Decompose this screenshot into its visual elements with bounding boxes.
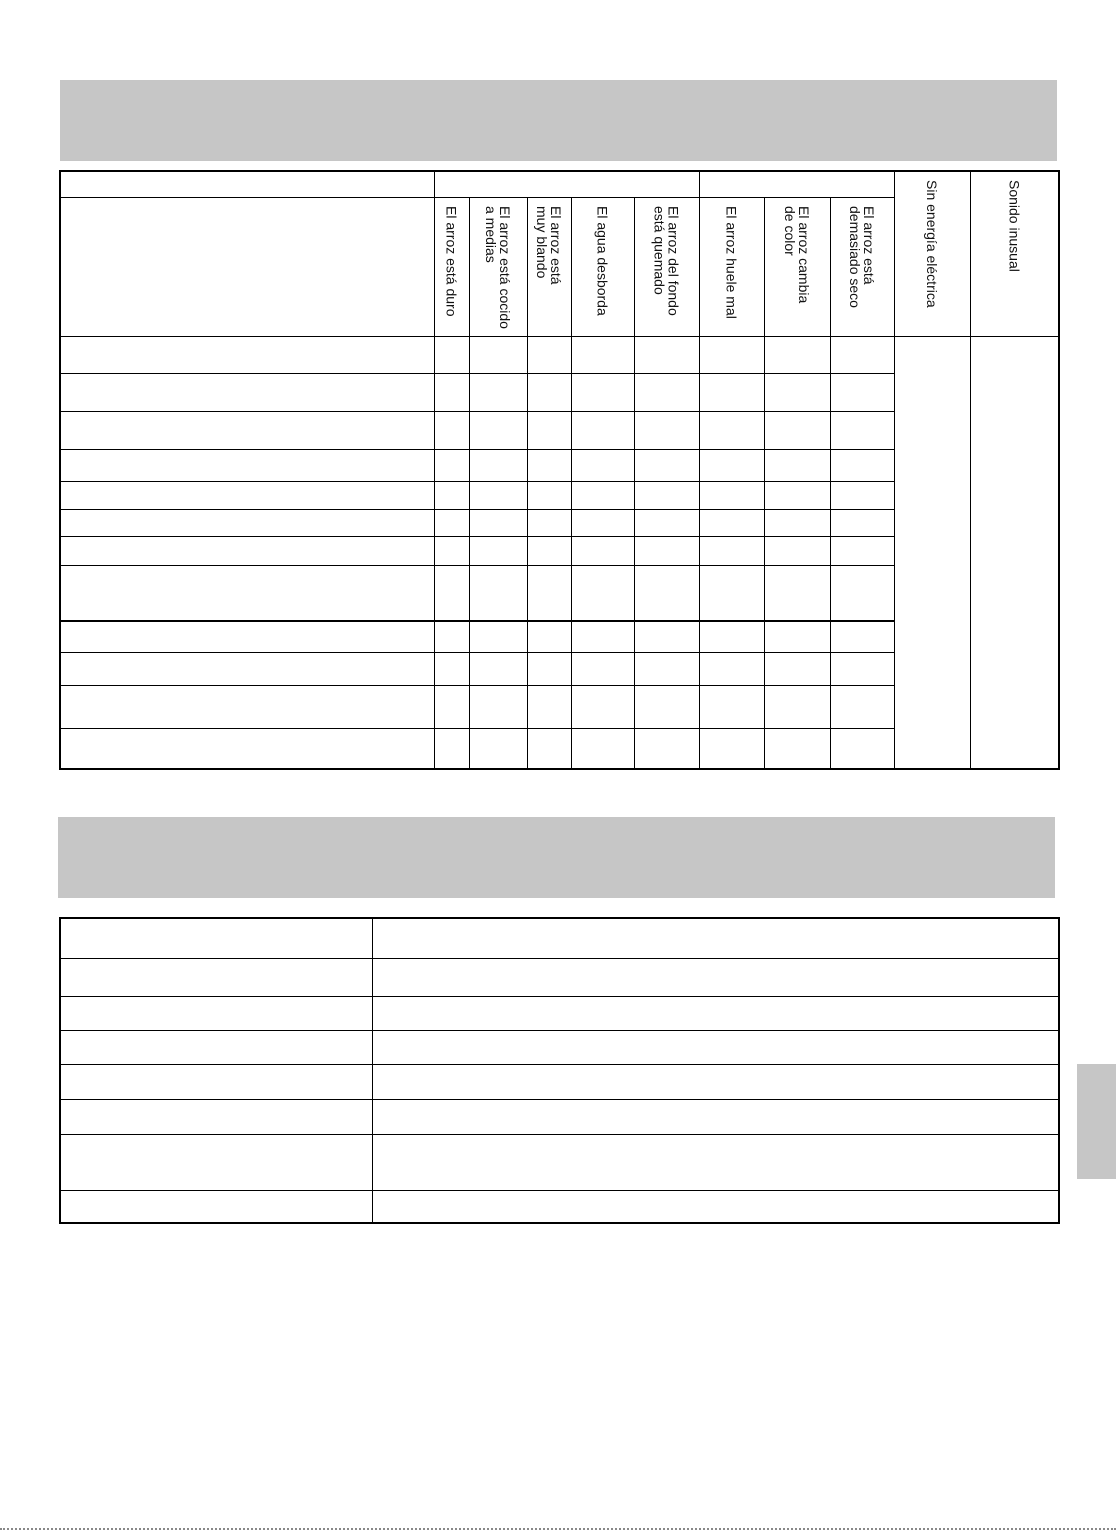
symptom-header-rice-smells (699, 197, 764, 336)
cooking-group-header (434, 171, 699, 197)
section-banner-troubleshooting (60, 80, 1057, 161)
cause-header-cell (60, 171, 434, 197)
symptom-label: El agua desborda (594, 205, 611, 316)
symptom-label: Sin energía eléctrica (924, 180, 941, 308)
specifications-table (59, 917, 1060, 1224)
symptom-header-unusual-sound (970, 171, 1059, 336)
symptom-label: El arroz está demasiado seco (847, 205, 878, 308)
symptom-label: El arroz está muy blando (534, 205, 564, 285)
keep-warm-group-header (699, 171, 894, 197)
unusual-sound-merged-cell (970, 336, 1059, 769)
symptom-label: El arroz huele mal (723, 205, 740, 319)
section-banner-specifications (58, 817, 1055, 898)
symptom-header-water-overflows (571, 197, 634, 336)
group-header-row (60, 171, 1059, 197)
symptom-label: El arroz cambia de color (782, 205, 813, 303)
symptom-header-rice-soft (527, 197, 571, 336)
symptom-label: El arroz del fondo está quemado (651, 205, 682, 316)
table-row (60, 1134, 1059, 1190)
symptom-header-rice-half-cooked (469, 197, 527, 336)
table-row (60, 336, 1059, 373)
language-side-tab (1077, 1064, 1116, 1179)
troubleshooting-table (59, 170, 1060, 770)
symptom-label: Sonido inusual (1006, 180, 1023, 272)
symptom-header-rice-hard (434, 197, 469, 336)
symptom-header-rice-color (764, 197, 830, 336)
table-row (60, 1030, 1059, 1064)
symptom-header-bottom-burnt (634, 197, 699, 336)
page-bottom-edge (0, 1528, 1116, 1530)
table-row (60, 918, 1059, 958)
cause-header-blank (60, 197, 434, 336)
no-power-merged-cell (894, 336, 970, 769)
table-row (60, 1064, 1059, 1099)
table-row (60, 1099, 1059, 1134)
symptom-header-rice-dry (830, 197, 894, 336)
table-row (60, 996, 1059, 1030)
symptom-label: El arroz está cocido a medias (483, 205, 513, 329)
table-row (60, 1190, 1059, 1223)
table-row (60, 958, 1059, 996)
symptom-header-no-power (894, 171, 970, 336)
symptom-label: El arroz está duro (443, 205, 460, 316)
